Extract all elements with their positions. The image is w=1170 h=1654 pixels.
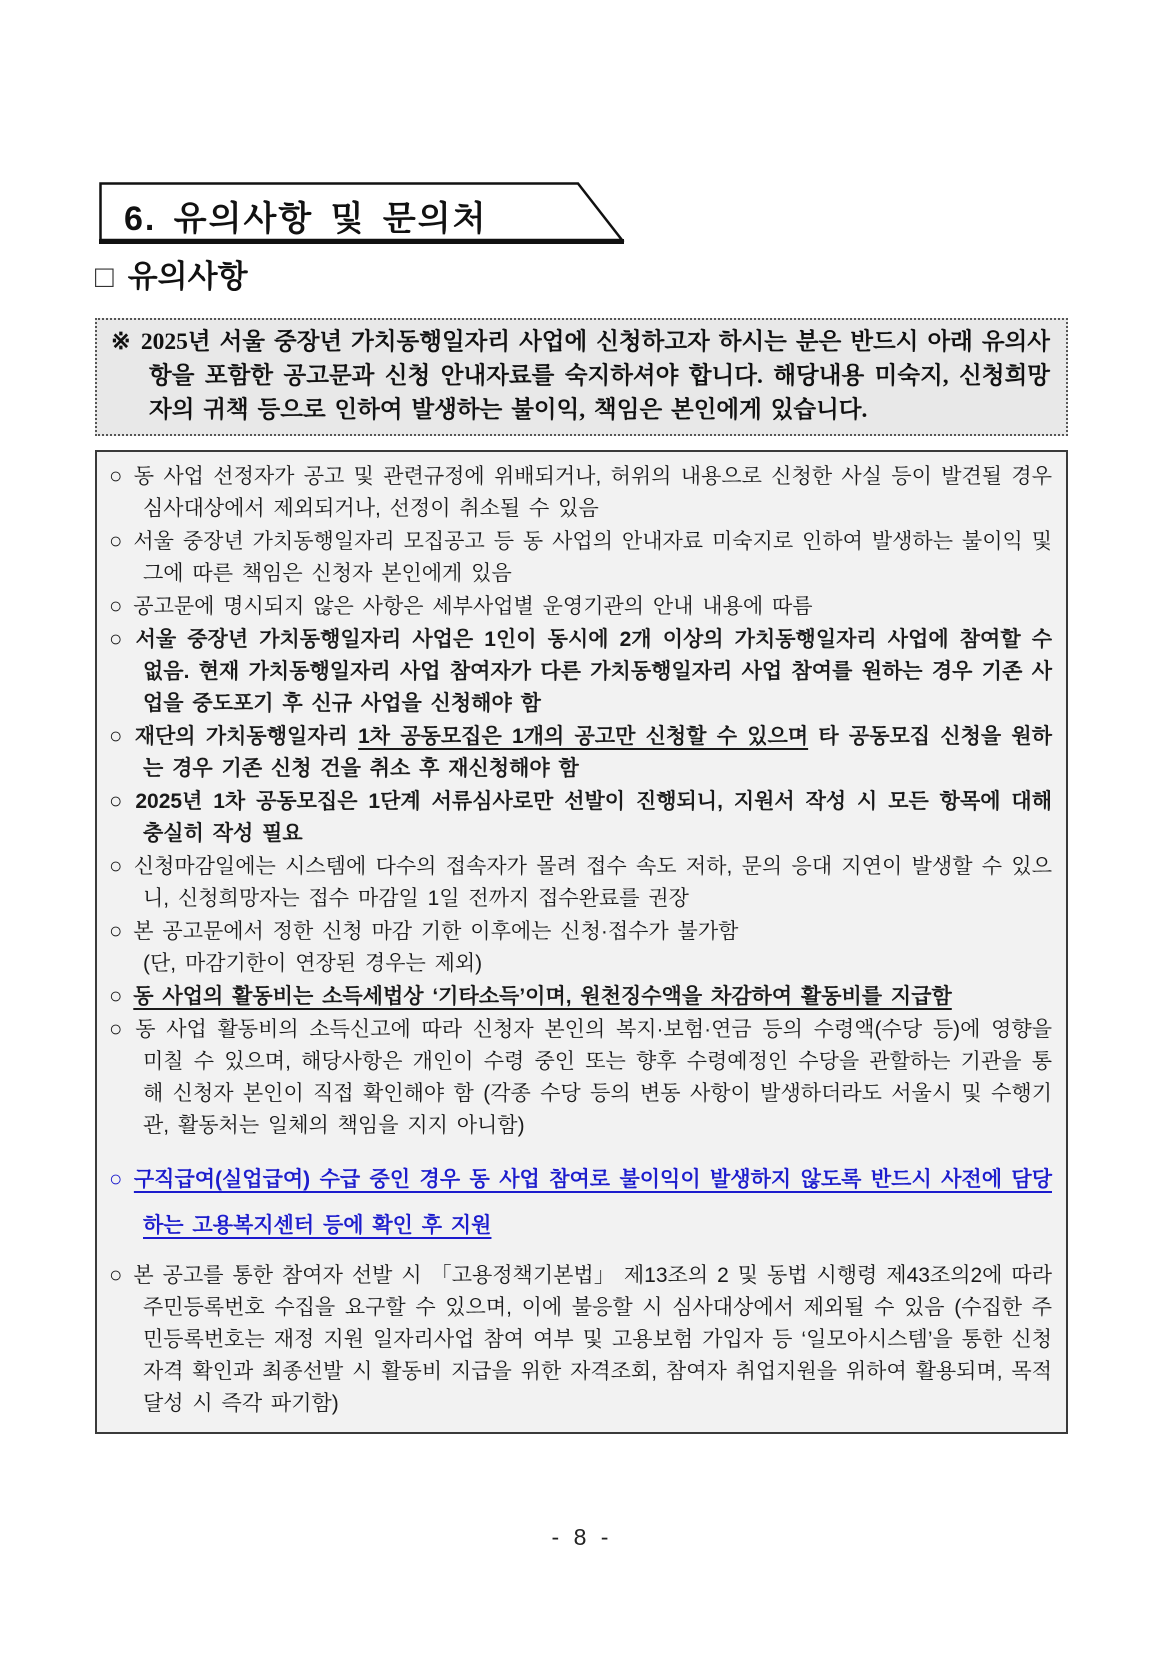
section-banner	[99, 182, 625, 246]
notes-box	[95, 450, 1068, 1434]
note-text: 본 공고문에서 정한 신청 마감 기한 이후에는 신청·접수가 불가함	[133, 920, 739, 943]
note-text: 동 사업 선정자가 공고 및 관련규정에 위배되거나, 허위의 내용으로 신청한 사실 등이 발견될 경우 심사대상에서 제외되거나, 선정이 취소될 수 있음	[133, 465, 1052, 520]
note-text: 서울 중장년 가치동행일자리 모집공고 등 동 사업의 안내자료 미숙지로 인하여 발생하는 불이익 및 그에 따른 책임은 신청자 본인에게 있음	[133, 530, 1052, 585]
note-item	[109, 1156, 1052, 1249]
circle-bullet-icon: ○	[109, 918, 123, 943]
circle-bullet-icon: ○	[109, 788, 125, 813]
note-text: 공고문에 명시되지 않은 사항은 세부사업별 운영기관의 안내 내용에 따름	[133, 595, 813, 618]
note-item	[109, 623, 1052, 720]
circle-bullet-icon: ○	[109, 1016, 125, 1041]
note-text: 본 공고를 통한 참여자 선발 시 「고용정책기본법」 제13조의 2 및 동법 시행령 제43조의2에 따라 주민등록번호 수집을 요구할 수 있으며, 이에 불응할 시 심사대상에서 제외될 수 있음 (수집한 주민등록번호는 재정 지원 일자리사업 참여 여부 및 고용보험 가입자 등 ‘일모아시스템’을 통한 신청자격 확인과 최종선발 시 활동비 지급을 위한 자격조회, 참여자 취업지원을 위하여 활용되며, 목적달성 시 즉각 파기함)	[133, 1264, 1052, 1415]
note-item	[109, 525, 1052, 590]
subsection-heading	[95, 251, 248, 296]
notice-box	[95, 318, 1068, 436]
note-item	[109, 1013, 1052, 1142]
circle-bullet-icon: ○	[109, 593, 123, 618]
note-text: 구직급여(실업급여) 수급 중인 경우 동 사업 참여로 불이익이 발생하지 않도록 반드시 사전에 담당하는 고용복지센터 등에 확인 후 지원	[133, 1168, 1052, 1237]
circle-bullet-icon: ○	[109, 626, 125, 651]
note-text: 신청마감일에는 시스템에 다수의 접속자가 몰려 접수 속도 저하, 문의 응대 지연이 발생할 수 있으니, 신청희망자는 접수 마감일 1일 전까지 접수완료를 권장	[133, 855, 1052, 910]
circle-bullet-icon: ○	[109, 1166, 123, 1191]
circle-bullet-icon: ○	[109, 723, 124, 748]
note-item	[109, 720, 1052, 785]
notice-text: 2025년 서울 중장년 가치동행일자리 사업에 신청하고자 하시는 분은 반드시 아래 유의사항을 포함한 공고문과 신청 안내자료를 숙지하셔야 합니다. 해당내용 미숙지, 신청희망자의 귀책 등으로 인하여 발생하는 불이익, 책임은 본인에게 있습니다.	[140, 329, 1050, 423]
page-number: - 8 -	[551, 1524, 613, 1550]
square-bullet-icon: □	[95, 259, 114, 294]
note-text: 재단의 가치동행일자리	[134, 725, 359, 748]
note-item	[109, 460, 1052, 525]
notes-list	[109, 460, 1052, 1420]
section-title: 6. 유의사항 및 문의처	[124, 200, 488, 238]
note-item	[109, 915, 1052, 980]
note-item	[109, 785, 1052, 850]
note-text: 서울 중장년 가치동행일자리 사업은 1인이 동시에 2개 이상의 가치동행일자리 사업에 참여할 수 없음. 현재 가치동행일자리 사업 참여자가 다른 가치동행일자리 사업 참여를 원하는 경우 기존 사업을 중도포기 후 신규 사업을 신청해야 함	[135, 628, 1053, 715]
circle-bullet-icon: ○	[109, 983, 123, 1008]
note-item	[109, 850, 1052, 915]
note-text: (단, 마감기한이 연장된 경우는 제외)	[143, 952, 483, 975]
note-text: 2025년 1차 공동모집은 1단계 서류심사로만 선발이 진행되니, 지원서 작성 시 모든 항목에 대해 충실히 작성 필요	[135, 790, 1052, 845]
circle-bullet-icon: ○	[109, 528, 123, 553]
notice-paragraph	[111, 325, 1050, 427]
subsection-title: 유의사항	[127, 259, 248, 294]
note-text: 동 사업의 활동비는 소득세법상 ‘기타소득’이며, 원천징수액을 차감하여 활동비를 지급함	[133, 985, 952, 1008]
circle-bullet-icon: ○	[109, 853, 123, 878]
note-item	[109, 980, 1052, 1013]
note-item	[109, 1259, 1052, 1420]
note-text: 1차 공동모집은 1개의 공고만 신청할 수 있으며	[358, 725, 809, 748]
circle-bullet-icon: ○	[109, 1262, 123, 1287]
circle-bullet-icon: ○	[109, 463, 123, 488]
note-item	[109, 590, 1052, 623]
note-text: 동 사업 활동비의 소득신고에 따라 신청자 본인의 복지·보험·연금 등의 수령액(수당 등)에 영향을 미칠 수 있으며, 해당사항은 개인이 수령 중인 또는 향후 수령예정인 수당을 관할하는 기관을 통해 신청자 본인이 직접 확인해야 함 (각종 수당 등의 변동 사항이 발생하더라도 서울시 및 수행기관, 활동처는 일체의 책임을 지지 아니함)	[135, 1018, 1052, 1137]
note-text: 타 공동모집 신청을 원하는 경우 기존 신청 건을 취소 후 재신청해야 함	[143, 725, 1053, 780]
reference-mark-icon: ※	[111, 329, 131, 355]
